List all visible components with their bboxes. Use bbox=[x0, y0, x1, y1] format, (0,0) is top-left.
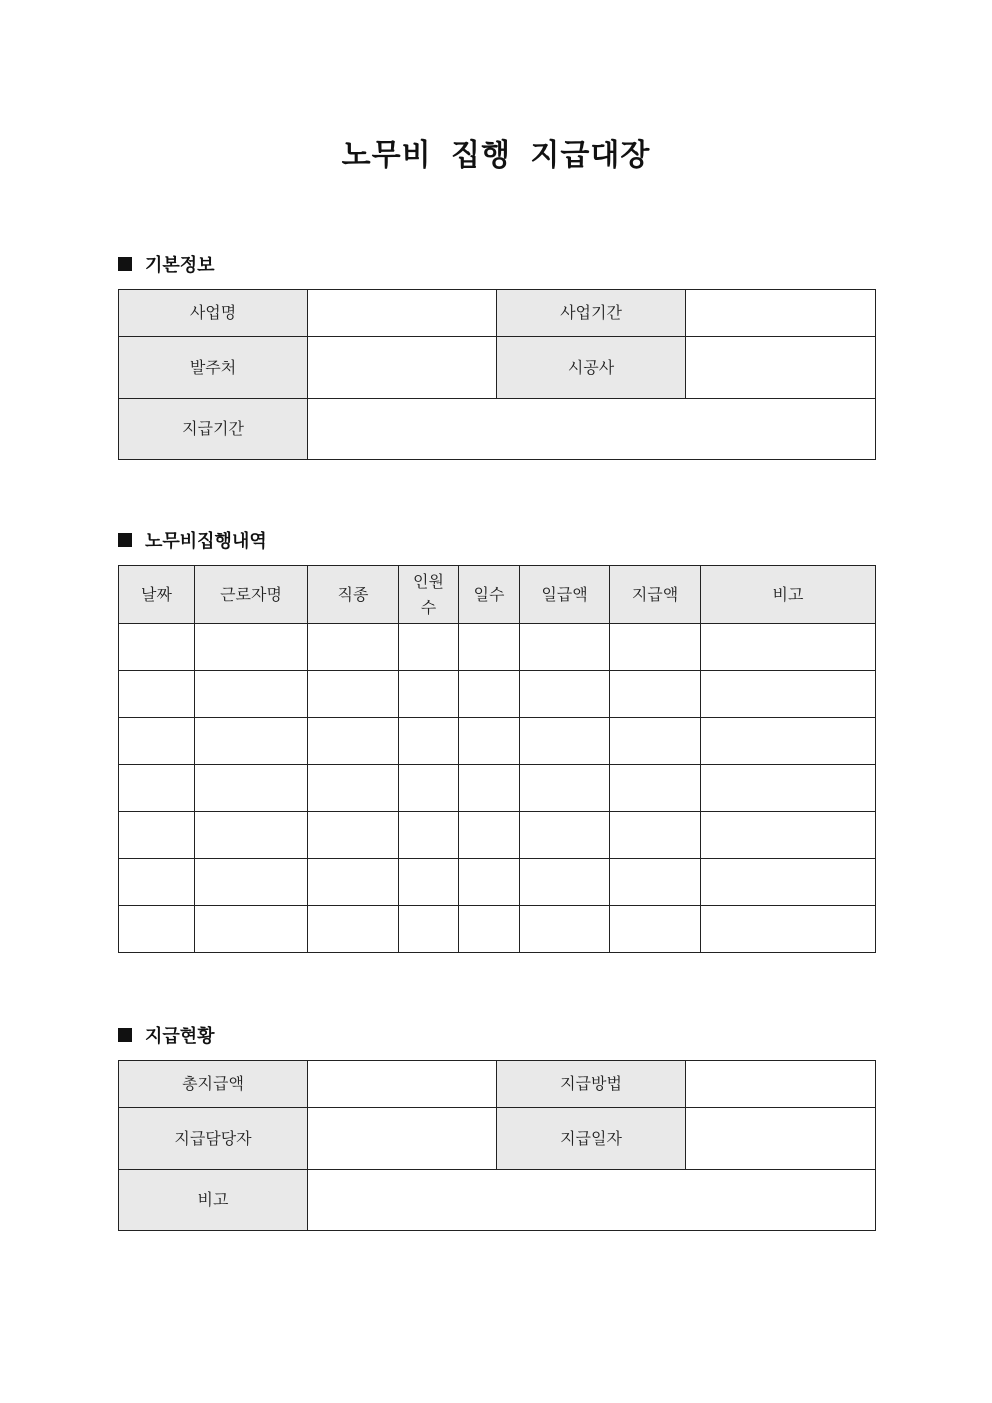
payment-manager-label: 지급담당자 bbox=[119, 1108, 308, 1170]
document-title: 노무비 집행 지급대장 bbox=[341, 138, 651, 173]
table-cell[interactable] bbox=[308, 718, 399, 765]
table-cell[interactable] bbox=[119, 906, 195, 953]
table-cell[interactable] bbox=[459, 718, 520, 765]
table-cell[interactable] bbox=[701, 859, 876, 906]
contractor-label: 시공사 bbox=[497, 337, 686, 399]
table-cell[interactable] bbox=[119, 671, 195, 718]
remarks-field[interactable] bbox=[308, 1170, 876, 1231]
payment-status-row bbox=[119, 1061, 876, 1108]
table-cell[interactable] bbox=[308, 812, 399, 859]
labor-cost-header-row bbox=[119, 566, 876, 624]
table-cell[interactable] bbox=[701, 765, 876, 812]
square-bullet-icon bbox=[118, 1028, 132, 1042]
table-cell[interactable] bbox=[610, 718, 701, 765]
total-amount-field[interactable] bbox=[308, 1061, 497, 1108]
labor-cost-heading bbox=[118, 528, 267, 552]
column-header: 비고 bbox=[701, 566, 876, 624]
total-amount-label: 총지급액 bbox=[119, 1061, 308, 1108]
table-cell[interactable] bbox=[308, 671, 399, 718]
table-cell[interactable] bbox=[119, 624, 195, 671]
column-header: 직종 bbox=[308, 566, 399, 624]
table-cell[interactable] bbox=[399, 765, 459, 812]
table-cell[interactable] bbox=[308, 859, 399, 906]
table-cell[interactable] bbox=[610, 906, 701, 953]
column-header: 일수 bbox=[459, 566, 520, 624]
table-cell[interactable] bbox=[610, 859, 701, 906]
client-field[interactable] bbox=[308, 337, 497, 399]
basic-info-row bbox=[119, 290, 876, 337]
table-row bbox=[119, 718, 876, 765]
table-cell[interactable] bbox=[520, 624, 610, 671]
payment-period-field[interactable] bbox=[308, 399, 876, 460]
table-cell[interactable] bbox=[119, 765, 195, 812]
project-name-label: 사업명 bbox=[119, 290, 308, 337]
table-cell[interactable] bbox=[308, 906, 399, 953]
table-cell[interactable] bbox=[459, 765, 520, 812]
table-row bbox=[119, 906, 876, 953]
table-cell[interactable] bbox=[308, 765, 399, 812]
project-name-field[interactable] bbox=[308, 290, 497, 337]
table-cell[interactable] bbox=[195, 624, 308, 671]
table-cell[interactable] bbox=[195, 718, 308, 765]
payment-date-label: 지급일자 bbox=[497, 1108, 686, 1170]
payment-manager-field[interactable] bbox=[308, 1108, 497, 1170]
table-cell[interactable] bbox=[399, 671, 459, 718]
table-cell[interactable] bbox=[195, 859, 308, 906]
payment-status-table bbox=[118, 1060, 876, 1231]
payment-status-row bbox=[119, 1108, 876, 1170]
table-row bbox=[119, 671, 876, 718]
table-cell[interactable] bbox=[119, 859, 195, 906]
basic-info-row bbox=[119, 337, 876, 399]
payment-period-label: 지급기간 bbox=[119, 399, 308, 460]
square-bullet-icon bbox=[118, 257, 132, 271]
table-cell[interactable] bbox=[701, 718, 876, 765]
table-row bbox=[119, 624, 876, 671]
table-cell[interactable] bbox=[459, 812, 520, 859]
labor-cost-heading-text: 노무비집행내역 bbox=[145, 531, 267, 552]
table-cell[interactable] bbox=[701, 671, 876, 718]
project-period-label: 사업기간 bbox=[497, 290, 686, 337]
column-header: 근로자명 bbox=[195, 566, 308, 624]
payment-date-field[interactable] bbox=[686, 1108, 876, 1170]
table-row bbox=[119, 765, 876, 812]
table-cell[interactable] bbox=[399, 812, 459, 859]
table-cell[interactable] bbox=[701, 906, 876, 953]
table-row bbox=[119, 812, 876, 859]
labor-cost-table bbox=[118, 565, 876, 953]
payment-method-field[interactable] bbox=[686, 1061, 876, 1108]
table-cell[interactable] bbox=[195, 812, 308, 859]
square-bullet-icon bbox=[118, 533, 132, 547]
table-cell[interactable] bbox=[459, 906, 520, 953]
table-cell[interactable] bbox=[701, 812, 876, 859]
table-cell[interactable] bbox=[399, 718, 459, 765]
table-cell[interactable] bbox=[195, 906, 308, 953]
column-header: 일급액 bbox=[520, 566, 610, 624]
table-cell[interactable] bbox=[520, 671, 610, 718]
payment-status-row bbox=[119, 1170, 876, 1231]
table-cell[interactable] bbox=[610, 812, 701, 859]
table-cell[interactable] bbox=[520, 718, 610, 765]
payment-status-heading bbox=[118, 1023, 215, 1047]
table-cell[interactable] bbox=[610, 624, 701, 671]
table-cell[interactable] bbox=[520, 859, 610, 906]
client-label: 발주처 bbox=[119, 337, 308, 399]
table-cell[interactable] bbox=[399, 859, 459, 906]
table-row bbox=[119, 859, 876, 906]
table-cell[interactable] bbox=[308, 624, 399, 671]
table-cell[interactable] bbox=[459, 671, 520, 718]
table-cell[interactable] bbox=[610, 671, 701, 718]
project-period-field[interactable] bbox=[686, 290, 876, 337]
labor-cost-body bbox=[119, 624, 876, 953]
table-cell[interactable] bbox=[195, 765, 308, 812]
payment-method-label: 지급방법 bbox=[497, 1061, 686, 1108]
column-header: 지급액 bbox=[610, 566, 701, 624]
basic-info-row bbox=[119, 399, 876, 460]
table-cell[interactable] bbox=[119, 812, 195, 859]
table-cell[interactable] bbox=[399, 624, 459, 671]
table-cell[interactable] bbox=[520, 906, 610, 953]
column-header: 날짜 bbox=[119, 566, 195, 624]
contractor-field[interactable] bbox=[686, 337, 876, 399]
table-cell[interactable] bbox=[459, 624, 520, 671]
table-cell[interactable] bbox=[520, 812, 610, 859]
table-cell[interactable] bbox=[399, 906, 459, 953]
table-cell[interactable] bbox=[520, 765, 610, 812]
basic-info-table bbox=[118, 289, 876, 460]
basic-info-heading-text: 기본정보 bbox=[145, 255, 215, 276]
table-cell[interactable] bbox=[610, 765, 701, 812]
payment-status-heading-text: 지급현황 bbox=[145, 1026, 215, 1047]
remarks-label: 비고 bbox=[119, 1170, 308, 1231]
table-cell[interactable] bbox=[459, 859, 520, 906]
table-cell[interactable] bbox=[701, 624, 876, 671]
column-header: 인원수 bbox=[399, 566, 459, 624]
table-cell[interactable] bbox=[195, 671, 308, 718]
table-cell[interactable] bbox=[119, 718, 195, 765]
basic-info-heading bbox=[118, 252, 215, 276]
